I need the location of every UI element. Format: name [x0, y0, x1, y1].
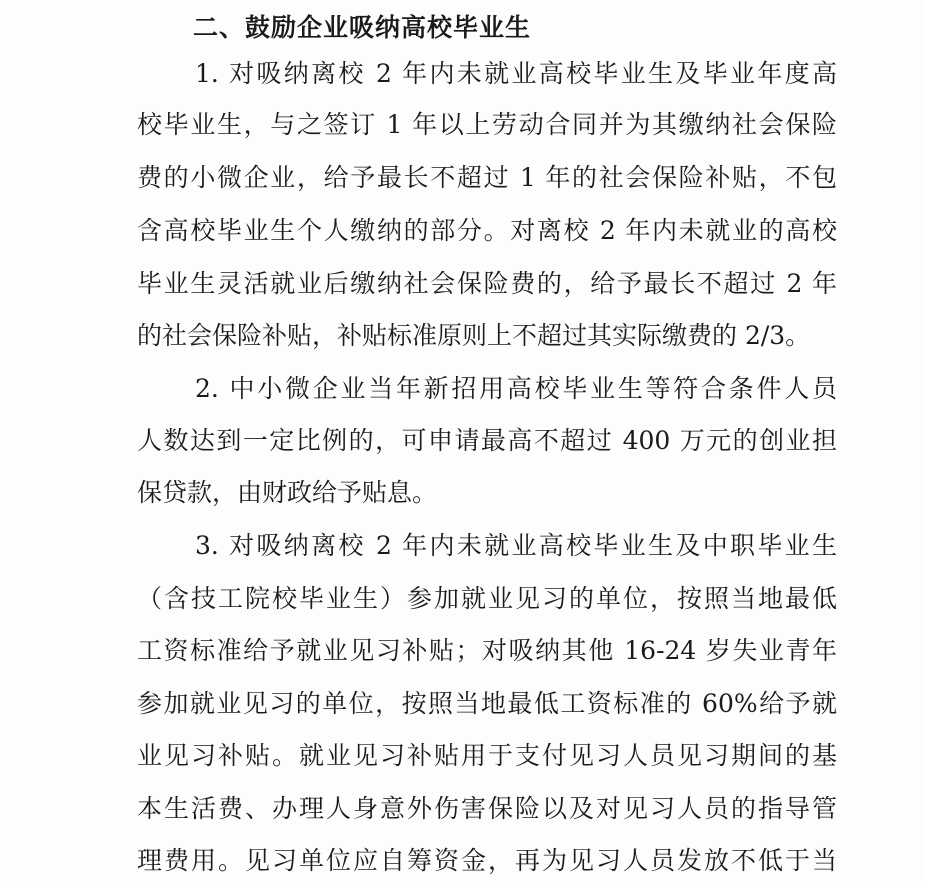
section-heading: 二、鼓励企业吸纳高校毕业生 — [193, 13, 532, 42]
paragraph-3-line-7: 理费用。见习单位应自筹资金，再为见习人员发放不低于当 — [137, 846, 837, 875]
paragraph-3-line-3: 工资标准给予就业见习补贴；对吸纳其他 16-24 岁失业青年 — [137, 636, 837, 665]
paragraph-2-line-1: 2. 中小微企业当年新招用高校毕业生等符合条件人员 — [195, 374, 837, 403]
paragraph-1-line-5: 毕业生灵活就业后缴纳社会保险费的，给予最长不超过 2 年 — [137, 269, 837, 298]
paragraph-3-line-2: （含技工院校毕业生）参加就业见习的单位，按照当地最低 — [137, 584, 837, 613]
paragraph-1-line-6: 的社会保险补贴，补贴标准原则上不超过其实际缴费的 2/3。 — [137, 321, 811, 350]
paragraph-1-line-1: 1. 对吸纳离校 2 年内未就业高校毕业生及毕业年度高 — [195, 59, 837, 88]
paragraph-1-line-2: 校毕业生，与之签订 1 年以上劳动合同并为其缴纳社会保险 — [137, 110, 837, 139]
paragraph-3-line-4: 参加就业见习的单位，按照当地最低工资标准的 60%给予就 — [137, 689, 837, 718]
paragraph-2-line-2: 人数达到一定比例的，可申请最高不超过 400 万元的创业担 — [137, 426, 837, 455]
paragraph-3-line-6: 本生活费、办理人身意外伤害保险以及对见习人员的指导管 — [137, 794, 837, 823]
paragraph-2-line-3: 保贷款，由财政给予贴息。 — [137, 478, 438, 507]
paragraph-3-line-5: 业见习补贴。就业见习补贴用于支付见习人员见习期间的基 — [137, 741, 837, 770]
paragraph-1-line-4: 含高校毕业生个人缴纳的部分。对离校 2 年内未就业的高校 — [137, 216, 837, 245]
paragraph-3-line-1: 3. 对吸纳离校 2 年内未就业高校毕业生及中职毕业生 — [195, 531, 837, 560]
paragraph-1-line-3: 费的小微企业，给予最长不超过 1 年的社会保险补贴，不包 — [137, 163, 837, 192]
